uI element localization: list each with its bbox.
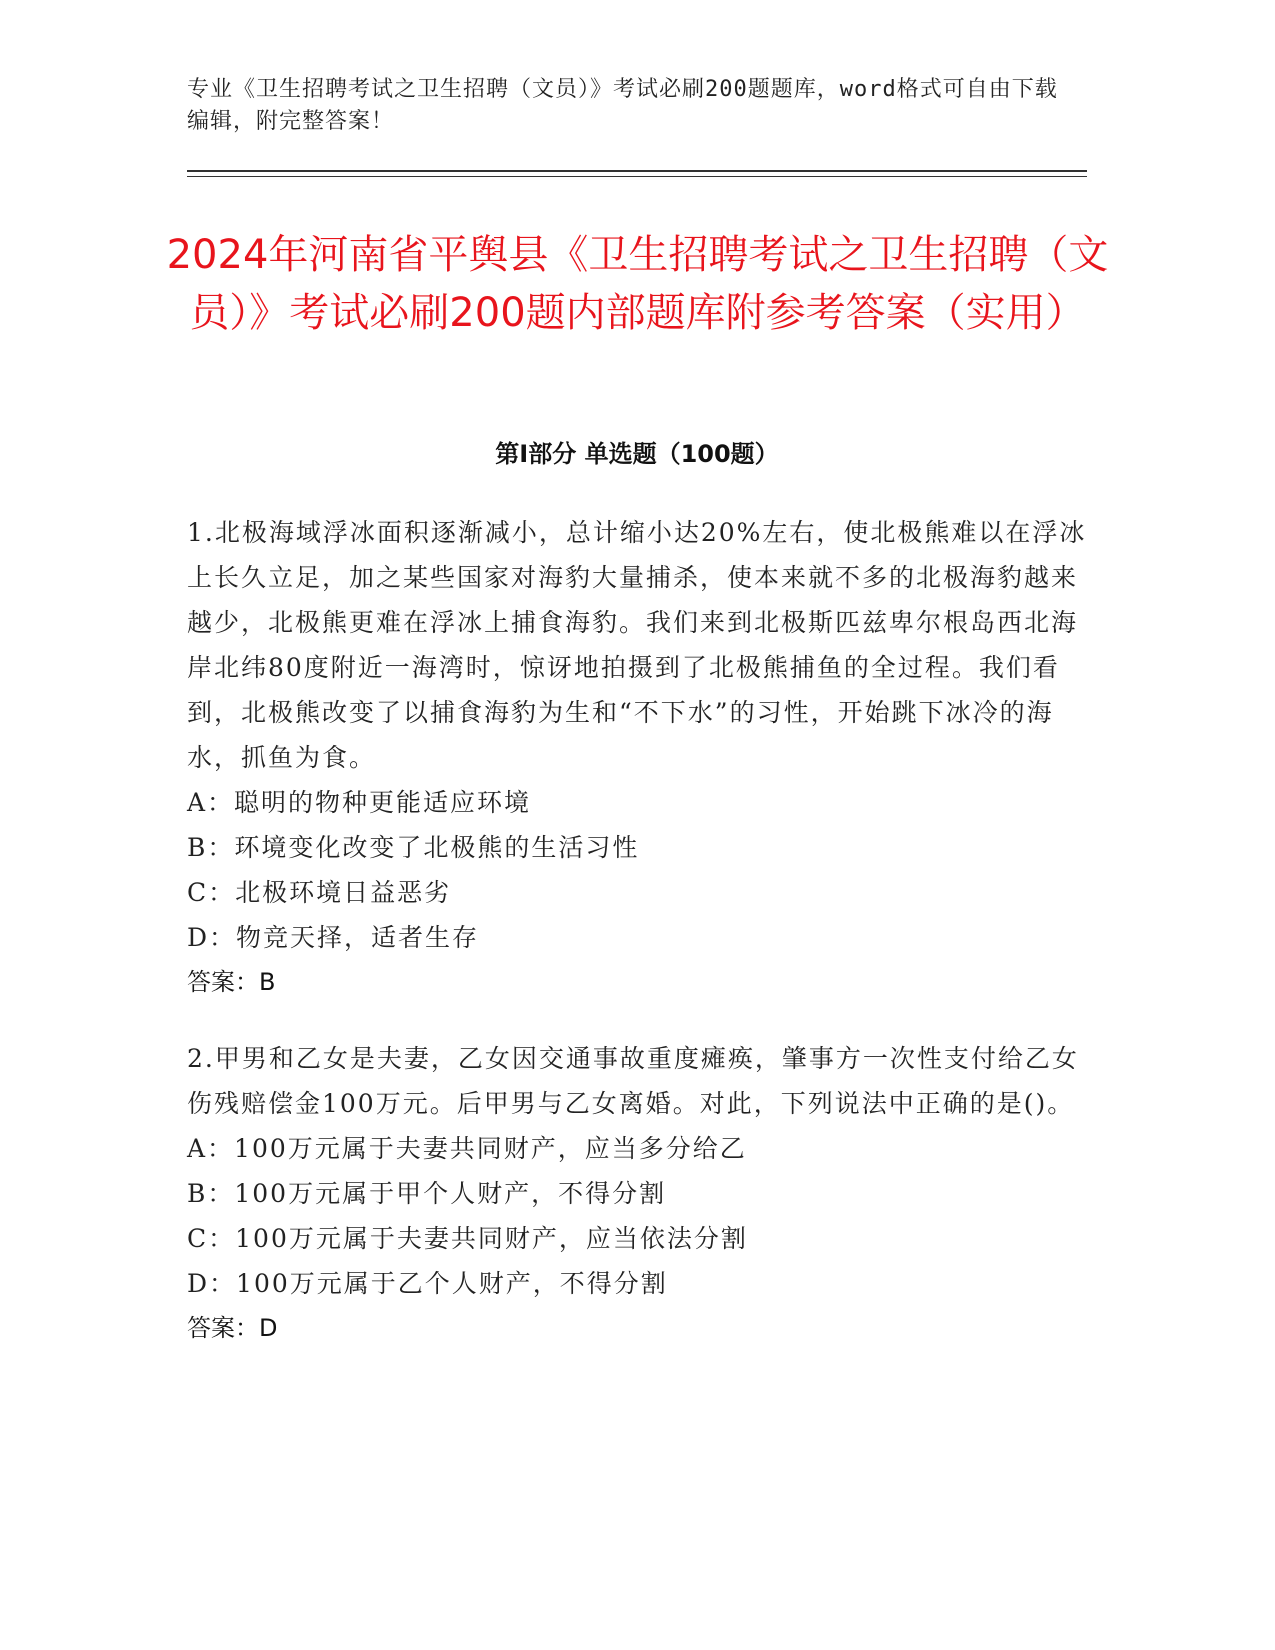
option-a: A：100万元属于夫妻共同财产，应当多分给乙 (187, 1134, 747, 1163)
answer-label: 答案：B (187, 968, 276, 996)
header-divider-bottom (187, 176, 1087, 177)
option-a: A：聪明的物种更能适应环境 (187, 788, 532, 817)
question-stem: 1.北极海域浮冰面积逐渐减小，总计缩小达20%左右，使北极熊难以在浮冰上长久立足，加之某些国家对海豹大量捕杀，使本来就不多的北极海豹越来越少，北极熊更难在浮冰上捕食海豹。我们来到北极斯匹兹卑尔根岛西北海岸北纬80度附近一海湾时，惊讶地拍摄到了北极熊捕鱼的全过程。我们看到，北极熊改变了以捕食海豹为生和“不下水”的习性，开始跳下冰冷的海水，抓鱼为食。 (187, 518, 1087, 772)
header-note: 专业《卫生招聘考试之卫生招聘（文员）》考试必刷200题题库，word格式可自由下载编辑，附完整答案！ (187, 77, 1058, 134)
section-heading: 第Ⅰ部分 单选题（100题） (495, 440, 779, 468)
option-d: D：物竞天择，适者生存 (187, 923, 480, 952)
header-divider-top (187, 170, 1087, 172)
option-d: D：100万元属于乙个人财产，不得分割 (187, 1269, 668, 1298)
option-c: C：北极环境日益恶劣 (187, 878, 452, 907)
question-2 (187, 1036, 1087, 1351)
question-stem: 2.甲男和乙女是夫妻，乙女因交通事故重度瘫痪，肇事方一次性支付给乙女伤残赔偿金100万元。后甲男与乙女离婚。对此，下列说法中正确的是()。 (187, 1044, 1079, 1118)
option-b: B：100万元属于甲个人财产，不得分割 (187, 1179, 667, 1208)
question-1 (187, 510, 1087, 1005)
option-b: B：环境变化改变了北极熊的生活习性 (187, 833, 640, 862)
option-c: C：100万元属于夫妻共同财产，应当依法分割 (187, 1224, 748, 1253)
answer-label: 答案：D (187, 1314, 278, 1342)
document-title: 2024年河南省平舆县《卫生招聘考试之卫生招聘（文员）》考试必刷200题内部题库附参考答案（实用） (166, 232, 1109, 336)
